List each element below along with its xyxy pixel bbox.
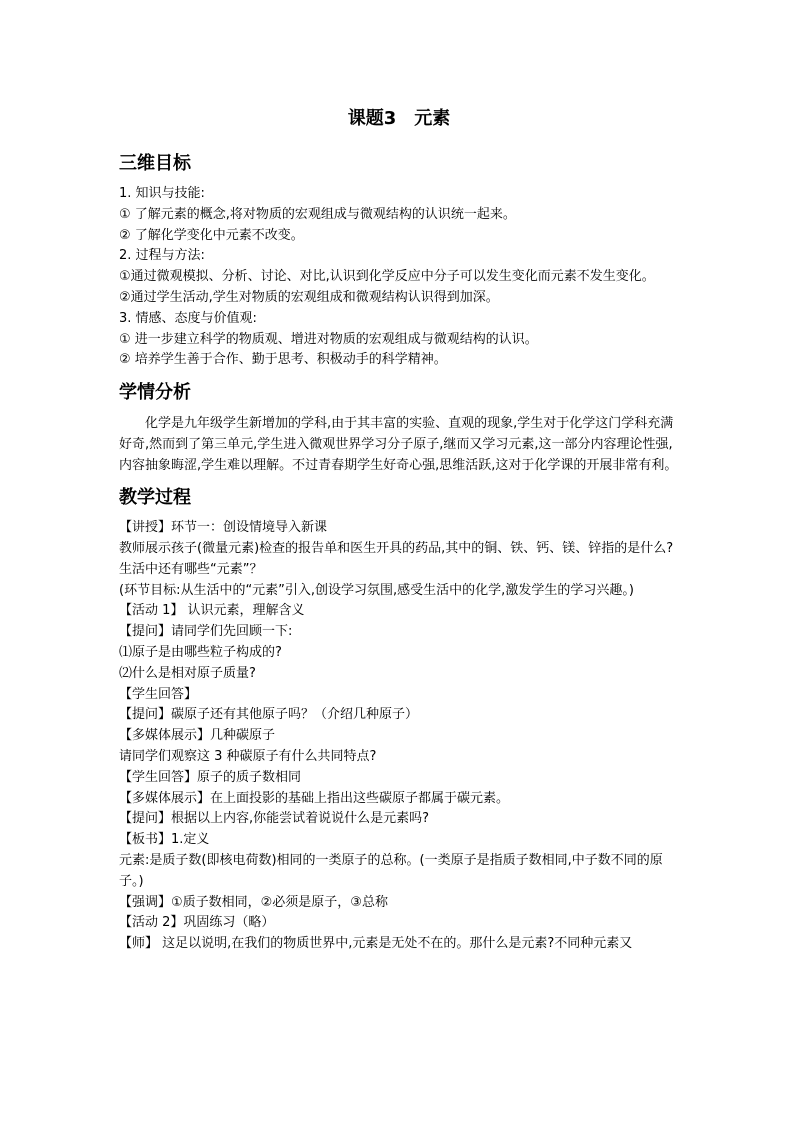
process-line: 【师】 这足以说明,在我们的物质世界中,元素是无处不在的。那什么是元素?不同种元素又 (119, 936, 633, 952)
process-line: ⑵什么是相对原子质量? (119, 665, 256, 681)
analysis-paragraph: 化学是九年级学生新增加的学科,由于其丰富的实验、直观的现象,学生对于化学这门学科充满好奇,然而到了第三单元,学生进入微观世界学习分子原子,继而又学习元素,这一部分内容理论性强,内容抽象晦涩,学生难以理解。不过青春期学生好奇心强,思维活跃,这对于化学课的开展非常有利。 (119, 416, 678, 474)
goals-line: ② 了解化学变化中元素不改变。 (119, 227, 304, 243)
process-line: 【学生回答】原子的质子数相同 (119, 769, 302, 785)
process-line: (环节目标:从生活中的“元素”引入,创设学习氛围,感受生活中的化学,激发学生的学习兴趣。) (119, 582, 634, 598)
process-line: 【板书】1.定义 (119, 832, 210, 848)
process-line: 元素:是质子数(即核电荷数)相同的一类原子的总称。(一类原子是指质子数相同,中子数不同的原子。) (119, 852, 663, 889)
process-line: 【提问】请同学们先回顾一下: (119, 624, 293, 640)
process-line: 【提问】碳原子还有其他原子吗？（介绍几种原子） (119, 707, 419, 723)
document-page (119, 100, 679, 955)
heading-process: 教学过程 (119, 487, 191, 509)
goals-list (119, 184, 679, 371)
process-line: 【强调】①质子数相同，②必须是原子，③总称 (119, 894, 388, 910)
document-title: 课题3 元素 (347, 108, 451, 129)
process-line: 【提问】根据以上内容,你能尝试着说说什么是元素吗? (119, 811, 430, 827)
goals-line: ② 培养学生善于合作、勤于思考、积极动手的科学精神。 (119, 352, 447, 368)
heading-analysis: 学情分析 (119, 382, 191, 404)
goals-line: ① 进一步建立科学的物质观、增进对物质的宏观组成与微观结构的认识。 (119, 331, 538, 347)
process-line: 教师展示孩子(微量元素)检查的报告单和医生开具的药品,其中的铜、铁、钙、镁、锌指的是什么?生活中还有哪些“元素”？ (119, 540, 674, 577)
goals-line: ①通过微观模拟、分析、讨论、对比,认识到化学反应中分子可以发生变化而元素不发生变化。 (119, 269, 655, 285)
process-line: 【活动 2】巩固练习（略） (119, 915, 275, 931)
process-list (119, 518, 679, 955)
goals-line: ① 了解元素的概念,将对物质的宏观组成与微观结构的认识统一起来。 (119, 206, 516, 222)
process-line: 请同学们观察这 3 种碳原子有什么共同特点? (119, 748, 377, 764)
process-line: 【多媒体展示】在上面投影的基础上指出这些碳原子都属于碳元素。 (119, 790, 510, 806)
goals-line: ②通过学生活动,学生对物质的宏观组成和微观结构认识得到加深。 (119, 289, 499, 305)
goals-line: 1. 知识与技能: (119, 186, 205, 201)
process-line: 【讲授】环节一：创设情境导入新课 (119, 520, 328, 536)
process-line: 【活动 1】 认识元素，理解含义 (119, 603, 305, 619)
process-line: 【学生回答】 (119, 686, 198, 702)
goals-line: 2. 过程与方法: (119, 248, 205, 264)
process-line: ⑴原子是由哪些粒子构成的? (119, 644, 282, 660)
heading-goals: 三维目标 (119, 153, 191, 174)
goals-line: 3. 情感、态度与价值观: (119, 310, 257, 326)
process-line: 【多媒体展示】几种碳原子 (119, 728, 276, 744)
